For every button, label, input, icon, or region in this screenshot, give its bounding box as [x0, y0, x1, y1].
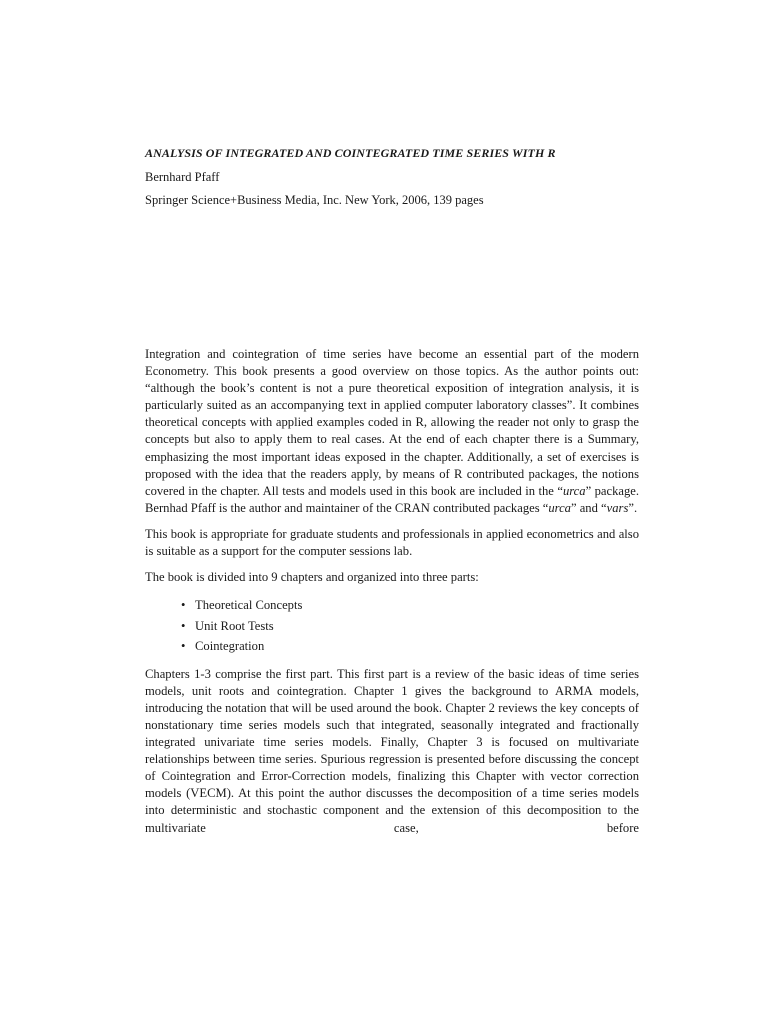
- package-name-vars: vars: [606, 500, 629, 515]
- package-name-urca: urca: [562, 483, 586, 498]
- paragraph-structure: The book is divided into 9 chapters and organized into three parts:: [145, 570, 479, 585]
- list-item: • Cointegration: [183, 636, 639, 657]
- paragraph-intro-text-b: ” package. Bernhad Pfaff is the author and maintainer of the CRAN contributed packages “: [145, 483, 640, 515]
- book-author: Bernhard Pfaff: [145, 170, 220, 184]
- parts-list: [145, 595, 639, 657]
- paragraph-part-one: Chapters 1-3 comprise the first part. This first part is a review of the basic ideas of time series models, unit roots and cointegration. Chapter 1 gives the background to ARMA models, introducing the notation that will be used around the book. Chapter 2 reviews the key concepts of nonstationary time series models such that integrated, seasonally integrated and fractionally integrated univariate time series models. Finally, Chapter 3 is focused on multivariate relationships between time series. Spurious regression is presented before discussing the concept of Cointegration and Error-Correction models, finalizing this Chapter with vector correction models (VECM). At this point the author discusses the decomposition of a time series models into deterministic and stochastic component and the extension of this decomposition to the multivariate case, before: [145, 666, 639, 835]
- paragraph-intro-text-d: ”.: [628, 500, 638, 515]
- review-body: [145, 346, 639, 846]
- book-title: ANALYSIS OF INTEGRATED AND COINTEGRATED TIME SERIES WITH R: [145, 146, 556, 160]
- paragraph-audience: This book is appropriate for graduate students and professionals in applied econometrics and also is suitable as a support for the computer sessions lab.: [145, 526, 639, 559]
- list-item: • Unit Root Tests: [183, 616, 639, 637]
- paragraph-intro: [145, 346, 639, 517]
- list-item: • Theoretical Concepts: [183, 595, 639, 616]
- paragraph-intro-text-a: Integration and cointegration of time series have become an essential part of the modern Econometry. This book presents a good overview on those topics. As the author points out: “although the book’s content is not a pure theoretical exposition of integration analysis, it is particularly suited as an accompanying text in applied computer laboratory classes”. It combines theoretical concepts with applied examples coded in R, allowing the reader not only to grasp the concepts but also to apply them to real cases. At the end of each chapter there is a Summary, emphasizing the most important ideas exposed in the chapter. Additionally, a set of exercises is proposed with the idea that the readers apply, by means of R contributed packages, the notions covered in the chapter. All tests and models used in this book are included in the “: [145, 347, 639, 498]
- package-name-urca-2: urca: [548, 500, 571, 515]
- book-publisher: Springer Science+Business Media, Inc. New York, 2006, 139 pages: [145, 193, 484, 207]
- paragraph-intro-text-c: ” and “: [570, 500, 607, 515]
